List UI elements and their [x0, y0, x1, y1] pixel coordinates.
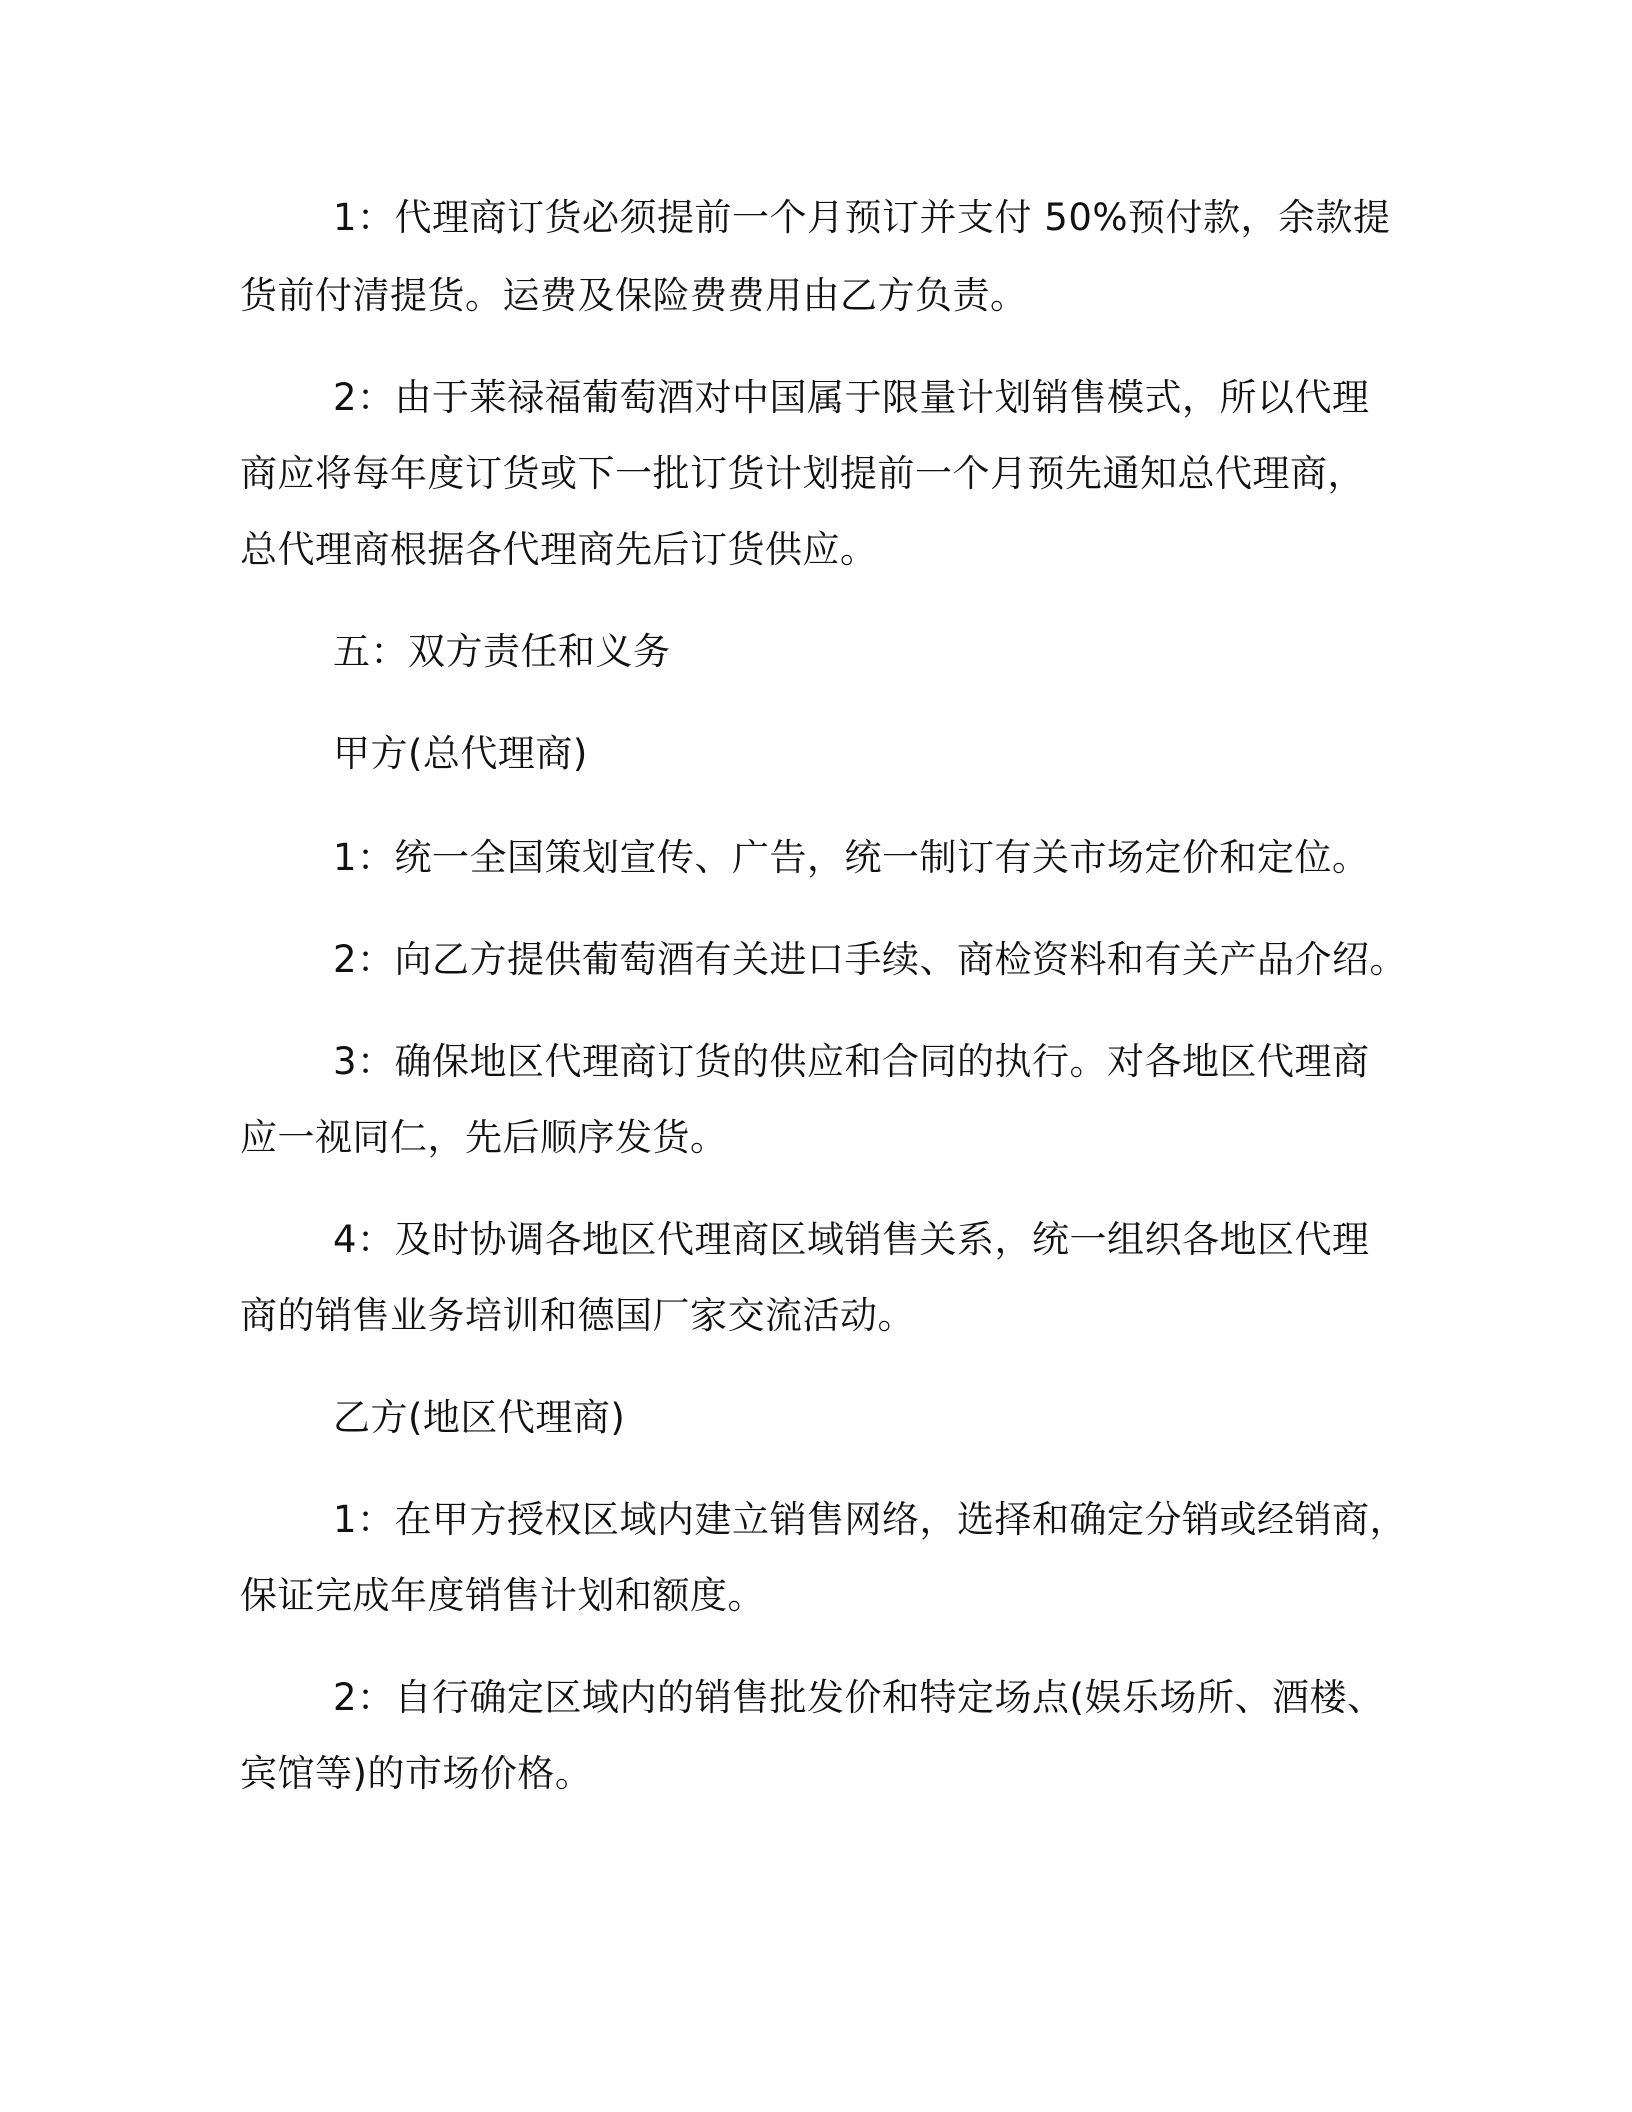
- party-b-item-1-line-2: 保证完成年度销售计划和额度。: [240, 1574, 765, 1617]
- party-a-item-3-line-2: 应一视同仁，先后顺序发货。: [240, 1116, 728, 1159]
- party-b-item-2-line-1: 2：自行确定区域内的销售批发价和特定场点(娱乐场所、酒楼、: [333, 1676, 1385, 1719]
- party-b-item-1-line-1: 1：在甲方授权区域内建立销售网络，选择和确定分销或经销商，: [333, 1498, 1408, 1541]
- clause-2-line-1: 2：由于莱禄福葡萄酒对中国属于限量计划销售模式，所以代理: [333, 376, 1370, 419]
- party-a-item-4-line-2: 商的销售业务培训和德国厂家交流活动。: [240, 1294, 915, 1337]
- party-a-item-4-line-1: 4：及时协调各地区代理商区域销售关系，统一组织各地区代理: [333, 1218, 1370, 1261]
- clause-2-line-3: 总代理商根据各代理商先后订货供应。: [240, 528, 878, 571]
- section-heading: 五：双方责任和义务: [333, 630, 671, 673]
- party-a-heading: 甲方(总代理商): [333, 732, 588, 775]
- party-a-item-3-line-1: 3：确保地区代理商订货的供应和合同的执行。对各地区代理商: [333, 1040, 1370, 1083]
- clause-2-line-2: 商应将每年度订货或下一批订货计划提前一个月预先通知总代理商，: [240, 452, 1365, 495]
- party-a-item-1: 1：统一全国策划宣传、广告，统一制订有关市场定价和定位。: [333, 836, 1370, 879]
- party-b-item-2-line-2: 宾馆等)的市场价格。: [240, 1752, 593, 1795]
- party-b-heading: 乙方(地区代理商): [333, 1396, 626, 1439]
- clause-1-line-1: 1：代理商订货必须提前一个月预订并支付 50%预付款，余款提: [333, 196, 1391, 239]
- clause-1-line-2: 货前付清提货。运费及保险费费用由乙方负责。: [240, 274, 1028, 317]
- party-a-item-2: 2：向乙方提供葡萄酒有关进口手续、商检资料和有关产品介绍。: [333, 938, 1408, 981]
